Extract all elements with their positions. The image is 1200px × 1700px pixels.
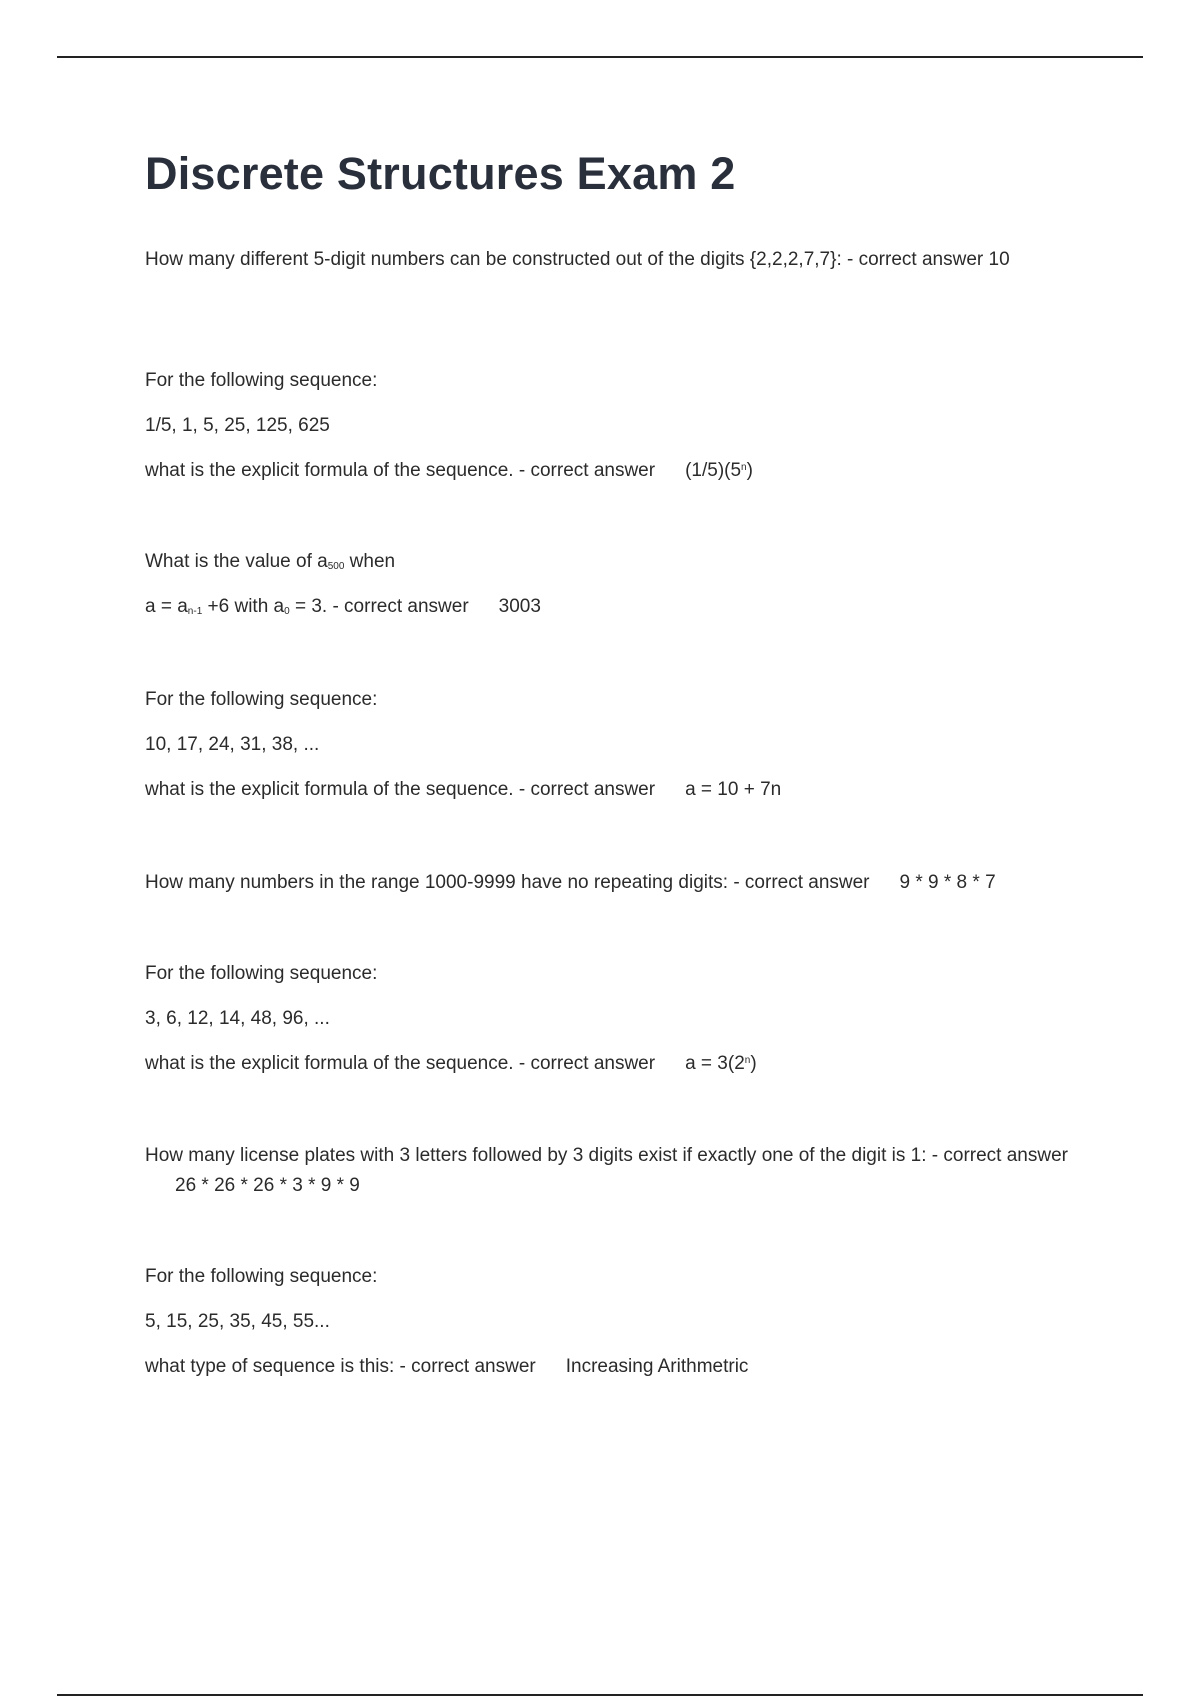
sequence-intro: For the following sequence: bbox=[145, 963, 378, 984]
question-text: How many license plates with 3 letters followed by 3 digits exist if exactly one of the digit is 1: - correct answer bbox=[145, 1145, 1068, 1166]
qa-line bbox=[145, 868, 1075, 898]
question-text: How many numbers in the range 1000-9999 have no repeating digits: - correct answer bbox=[145, 872, 870, 893]
qa-line bbox=[145, 245, 1075, 275]
qa-item-4 bbox=[145, 685, 1075, 805]
question-text: $a = a_{n-1} +6$ with $a_0 = 3$. - correct answer bbox=[145, 596, 469, 617]
qa-item-1 bbox=[145, 245, 1075, 275]
page-title: Discrete Structures Exam 2 bbox=[145, 148, 736, 199]
qa-item-7 bbox=[145, 1141, 1075, 1201]
qa-item-2 bbox=[145, 366, 1075, 486]
question-text: what is the explicit formula of the sequence. - correct answer bbox=[145, 460, 656, 481]
question-text: what is the explicit formula of the sequence. - correct answer bbox=[145, 779, 656, 800]
qa-item-3 bbox=[145, 547, 1075, 622]
answer-text: 9 * 9 * 8 * 7 bbox=[899, 872, 996, 893]
qa-item-6 bbox=[145, 959, 1075, 1079]
qa-line bbox=[145, 775, 1075, 805]
qa-line bbox=[145, 592, 1075, 622]
sequence-values: 1/5, 1, 5, 25, 125, 625 bbox=[145, 415, 330, 436]
answer-text: Increasing Arithmetric bbox=[565, 1356, 749, 1377]
answer-text: 10 bbox=[988, 249, 1010, 270]
answer-text: 3003 bbox=[498, 596, 541, 617]
question-text: what type of sequence is this: - correct answer bbox=[145, 1356, 536, 1377]
sequence-values: 10, 17, 24, 31, 38, ... bbox=[145, 734, 320, 755]
header-rule bbox=[57, 56, 1143, 58]
answer-text: (1/5)(5$^n$) bbox=[685, 460, 753, 481]
footer-rule bbox=[57, 1694, 1143, 1696]
qa-line bbox=[145, 456, 1075, 486]
sequence-values: 5, 15, 25, 35, 45, 55... bbox=[145, 1311, 330, 1332]
sequence-intro: For the following sequence: bbox=[145, 370, 378, 391]
qa-line bbox=[145, 1049, 1075, 1079]
qa-item-8 bbox=[145, 1262, 1075, 1382]
qa-line bbox=[145, 1352, 1075, 1382]
sequence-values: 3, 6, 12, 14, 48, 96, ... bbox=[145, 1008, 330, 1029]
question-text: How many different 5-digit numbers can be constructed out of the digits {2,2,2,7,7}: - correct answer bbox=[145, 249, 984, 270]
question-text: What is the value of $a_{500}$ when bbox=[145, 551, 396, 572]
sequence-intro: For the following sequence: bbox=[145, 689, 378, 710]
answer-text: 26 * 26 * 26 * 3 * 9 * 9 bbox=[175, 1175, 360, 1196]
answer-text: a = 10 + 7n bbox=[685, 779, 782, 800]
question-text: what is the explicit formula of the sequence. - correct answer bbox=[145, 1053, 656, 1074]
sequence-intro: For the following sequence: bbox=[145, 1266, 378, 1287]
qa-item-5 bbox=[145, 868, 1075, 898]
qa-line bbox=[145, 1141, 1075, 1201]
answer-text: $a = 3(2^n)$ bbox=[685, 1053, 757, 1074]
